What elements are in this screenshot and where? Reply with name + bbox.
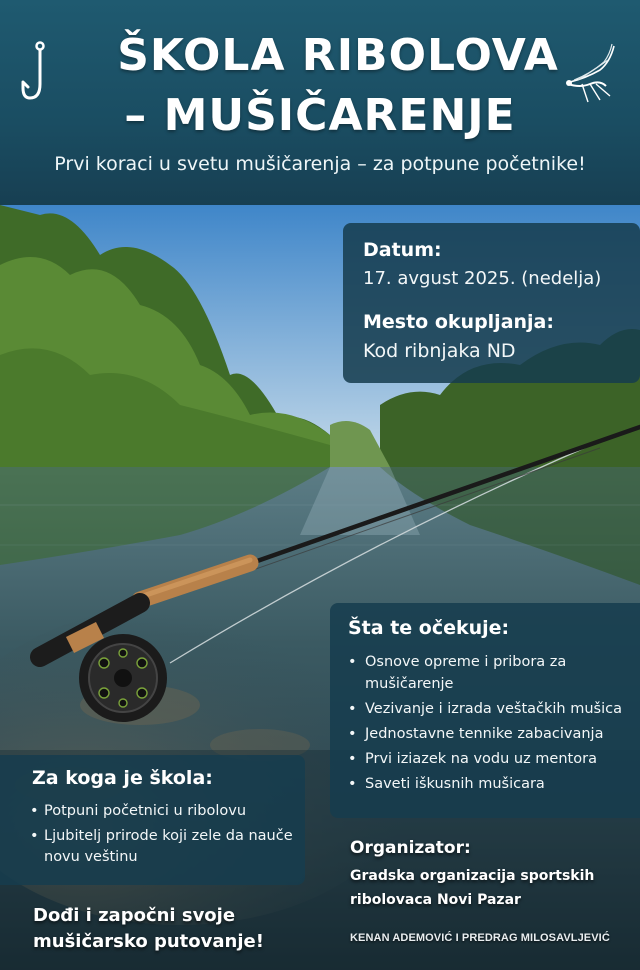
bullet-icon: • (30, 803, 39, 819)
list-item (348, 698, 633, 720)
place-value: Kod ribnjaka ND (363, 340, 516, 362)
bullet-icon: • (348, 701, 357, 717)
bullet-icon: • (348, 751, 357, 767)
expect-panel (330, 603, 640, 818)
list-item-text: Vezivanje i izrada veštačkih mušica (365, 701, 622, 717)
list-item-text: Prvi iziazek na vodu uz mentora (365, 751, 597, 767)
call-to-action: Dođi i započni svoje mušičarsko putovanje! (33, 905, 264, 952)
list-item-text: Osnove opreme i pribora za mušičarenje (365, 654, 567, 692)
date-label: Datum: (363, 239, 442, 261)
date-value: 17. avgust 2025. (nedelja) (363, 268, 602, 289)
list-item-text: Potpuni početnici u ribolovu (44, 803, 247, 819)
organizer-name: Gradska organizacija sportskih ribolovaca Novi Pazar (350, 868, 595, 908)
list-item (30, 801, 302, 822)
list-item (30, 826, 302, 868)
list-item-text: Saveti iškusnih mušicara (365, 776, 545, 792)
organizer-people: KENAN ADEMOVIĆ I PREDRAG MILOSAVLJEVIĆ (350, 932, 610, 944)
bullet-icon: • (348, 654, 357, 670)
audience-list (30, 801, 302, 872)
place-label: Mesto okupljanja: (363, 311, 554, 333)
event-info-panel (343, 223, 640, 383)
list-item (348, 748, 633, 770)
page-title-line2: – MUŠIČARENJE (124, 90, 516, 141)
bullet-icon: • (348, 726, 357, 742)
fly-lure-icon (560, 40, 620, 106)
list-item-text: Ljubitelj prirode koji zele da nauče novu veštinu (44, 828, 293, 865)
list-item (348, 773, 633, 795)
bullet-icon: • (30, 828, 39, 844)
list-item (348, 723, 633, 745)
header-banner (0, 0, 640, 205)
audience-panel (0, 755, 305, 885)
organizer-label: Organizator: (350, 838, 471, 858)
list-item-text: Jednostavne tennike zabacivanja (365, 726, 604, 742)
bullet-icon: • (348, 776, 357, 792)
expect-heading: Šta te očekuje: (348, 617, 510, 639)
expect-list (348, 651, 633, 798)
page-title-line1: ŠKOLA RIBOLOVA (117, 30, 559, 81)
audience-heading: Za koga je škola: (32, 767, 213, 789)
list-item (348, 651, 633, 695)
subtitle: Prvi koraci u svetu mušičarenja – za potpune početnike! (54, 153, 586, 175)
